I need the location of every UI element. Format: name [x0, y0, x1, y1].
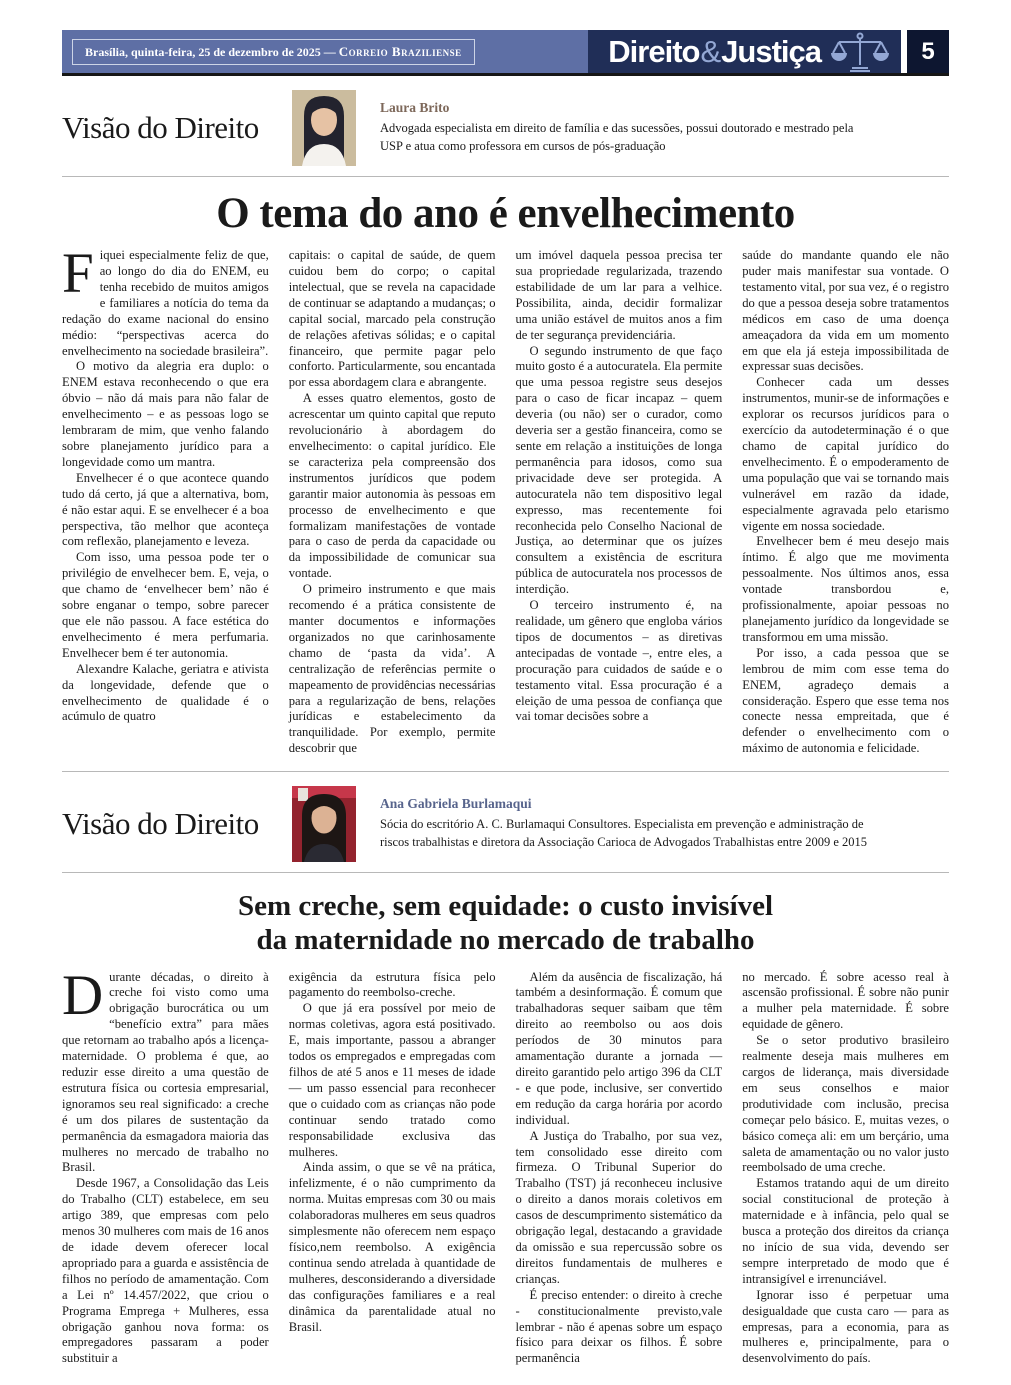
article1-column-4 [742, 248, 949, 757]
paragraph: A Justiça do Trabalho, por sua vez, tem consolidado esse direito com firmeza. O Tribunal Superior do Trabalho (TST) já reconheceu inclusive o direito a danos morais coletivos em casos de descumprimento sistemático da obrigação legal, destacando a gravidade da omissão e sua repercussão sobre os direitos fundamentais de mulheres e crianças. [515, 1128, 723, 1286]
article2-author-block [380, 796, 870, 852]
article2-kicker: Visão do Direito [62, 806, 259, 842]
paragraph: um imóvel daquela pessoa precisa ter sua propriedade regularizada, trazendo estabilidade de um lar para a velhice. Possibilita, ainda, decidir formalizar uma união estável de muitos anos a fim de ter segurança previdenciária. [515, 248, 723, 342]
article2-column-1 [62, 963, 269, 1368]
article2-column-3 [516, 970, 723, 1368]
paragraph: O motivo da alegria era duplo: o ENEM estava reconhecendo o que era óbvio – não dá mais para não falar de envelhecimento – e as pessoas logo se lembraram de mim, que venho falando sobre planejamento jurídico para a longevidade como um mantra. [62, 359, 269, 469]
paragraph: Alexandre Kalache, geriatra e ativista da longevidade, defende que o envelhecimento de qualidade é o acúmulo de quatro [62, 661, 269, 724]
article1-kicker: Visão do Direito [62, 110, 259, 145]
paragraph: A esses quatro elementos, gosto de acrescentar um quinto capital que reputo revolucionário à abordagem do envelhecimento: o capital jurídico. Ele se caracteriza pela compreensão dos instrumentos jurídicos que podem garantir maior autonomia às pessoas em processo de envelhecimento e que formalizam manifestações de vontade para o caso de perda da capacidade ou da impossibilidade de comunicar sua vontade. [288, 391, 496, 581]
paragraph: Conhecer cada um desses instrumentos, munir-se de informações e explorar os recursos jurídicos para o exercício da autodeterminação é o que chamo de capital jurídico do envelhecimento. É o empoderamento de uma população que vai se tornando mais vulnerável em razão da idade, especialmente agravada pelo etarismo vigente em nossa sociedade. [742, 375, 949, 533]
author-photo-ana-gabriela-burlamaqui [292, 786, 356, 862]
paragraph: O primeiro instrumento e que mais recomendo é a prática consistente de manter documentos e informações organizados no que carinhosamente chamo de ‘pasta da vida’. A centralização de referências permite o mapeamento de providências necessárias para a regularização de bens, relações jurídicas e estabelecimento da tranquilidade. Por exemplo, permite descobrir que [288, 582, 496, 756]
page-number: 5 [907, 30, 949, 73]
article1-column-2 [289, 248, 496, 757]
article-divider [62, 771, 949, 772]
paragraph: O terceiro instrumento é, na realidade, um gênero que engloba vários tipos de documentos – as diretivas antecipadas de vontade –, entre eles, a procuração para cuidados de saúde e o testamento vital. Essa procuração é a eleição de uma pessoa de confiança que vai tomar decisões sobre a [515, 598, 723, 724]
article1-body [62, 242, 949, 757]
article2-headline-line1: Sem creche, sem equidade: o custo invisível [237, 890, 774, 923]
paragraph: Estamos tratando aqui de um direito social constitucional de proteção à maternidade e à infância, pelo qual se busca a proteção dos direitos da criança no início de sua vida, devendo ser sempre interpretado de modo que é intransigível e irrenunciável. [742, 1176, 949, 1286]
paragraph: capitais: o capital de saúde, de quem cuidou bem do corpo; o capital intelectual, que se revela na capacidade de continuar se adaptando a mudanças; o capital social, marcado pela construção de relações afetivas sólidas; e o capital financeiro, que permite pagar pelo conforto. Particularmente, sou encantada por essa abordagem clara e abrangente. [288, 248, 496, 390]
article2-byline [62, 786, 949, 873]
paragraph: Ainda assim, o que se vê na prática, infelizmente, é o não cumprimento da norma. Muitas empresas com 30 ou mais colaboradoras mulheres em seus quadros simplesmente não oferecem nem espaço físico,nem reembolso. A exigência continua sendo atrelada à quantidade de mulheres, desconsiderando a diversidade das configurações familiares e a real dinâmica da parentalidade atual no Brasil. [288, 1160, 496, 1334]
article2-author-name: Ana Gabriela Burlamaqui [380, 796, 532, 812]
article1-byline [62, 90, 949, 177]
paragraph: Envelhecer bem é meu desejo mais íntimo. É algo que me movimenta pessoalmente. Nos últimos anos, essa vontade transbordou e, profissionalmente, apoiar pessoas no planejamento jurídico da longevidade se transformou em uma missão. [742, 534, 949, 644]
article2-column-4 [742, 970, 949, 1368]
article1-column-3 [516, 248, 723, 757]
section-title-word1: Direito [608, 34, 700, 69]
dateline [72, 39, 475, 65]
paragraph: Desde 1967, a Consolidação das Leis do Trabalho (CLT) estabelece, em seu artigo 389, que empresas com pelo menos 30 mulheres com mais de 16 anos de idade devem oferecer local apropriado para a guarda e assistência de filhos no período de amamentação. Com a Lei nº 14.457/2022, que criou o Programa Emprega + Mulheres, essa obrigação ganhou nova forma: os empregadores passaram a poder substituir a [62, 1176, 269, 1366]
masthead-section-bar [588, 30, 901, 73]
section-title [608, 36, 821, 67]
paragraph: Se o setor produtivo brasileiro realmente deseja mais mulheres em cargos de liderança, mais diversidade em seus conselhos e maior produtividade com inclusão, precisa começar pelo básico. E, muitas vezes, o básico começa ali: em um berçário, uma saleta de amamentação ou no valor justo reembolsado de uma creche. [742, 1033, 949, 1175]
article1-author-block [380, 100, 870, 156]
article2-column-2 [289, 970, 496, 1368]
paragraph: no mercado. É sobre acesso real à ascensão profissional. É sobre não punir a mulher pela maternidade. É sobre equidade de gênero. [742, 969, 949, 1032]
paragraph: Com isso, uma pessoa pode ter o privilégio de envelhecer bem. E, veja, o que chamo de ‘envelhecer bem’ não é sobre enganar o tempo, sobre parecer que ele não passou. A face estética do envelhecimento é mera perfumaria. Envelhecer bem é ter autonomia. [62, 550, 269, 660]
scales-of-justice-icon [831, 32, 889, 72]
article1-author-name: Laura Brito [380, 100, 450, 116]
paper-name: Correio Braziliense [338, 43, 462, 59]
paragraph: Envelhecer é o que acontece quando tudo dá certo, já que a alternativa, bom, é não estar aqui. E se envelhecer é a boa perspectiva, tão melhor que aconteça com reflexão, planejamento e leveza. [62, 470, 269, 549]
section-title-word2: Justiça [721, 34, 821, 69]
article2-headline [62, 889, 949, 957]
paragraph: É preciso entender: o direito à creche - constitucionalmente previsto,vale lembrar - não é apenas sobre um espaço físico para deixar os filhos. É sobre permanência [515, 1287, 723, 1366]
paragraph: Fiquei especialmente feliz de que, ao longo do dia do ENEM, eu tenha recebido de muitos amigos e familiares a notícia do tema da redação do exame nacional do ensino médio: “perspectivas acerca do envelhecimento na sociedade brasileira”. [62, 242, 269, 358]
article2-author-bio: Sócia do escritório A. C. Burlamaqui Consultores. Especialista em prevenção e administração de riscos trabalhistas e diretora da Associação Carioca de Advogados Trabalhistas entre 2009 e 2015 [380, 817, 868, 850]
article1-column-1 [62, 242, 269, 757]
article1-author-bio: Advogada especialista em direito de família e das sucessões, possui doutorado e mestrado pela USP e atua como professora em cursos de pós-graduação [380, 121, 854, 153]
dateline-text: Brasília, quinta-feira, 25 de dezembro de 2025 — [85, 44, 339, 59]
article2-headline-line2: da maternidade no mercado de trabalho [256, 924, 755, 957]
article2-body [62, 963, 949, 1368]
paragraph: O que já era possível por meio de normas coletivas, agora está positivado. E, mais importante, passou a abranger todos os empregados e empregadas com filhos de até 5 anos e 11 meses de idade — um passo essencial para reconhecer que o cuidado com as crianças não pode continuar sendo tratado como responsabilidade exclusiva das mulheres. [288, 1001, 496, 1159]
paragraph: O segundo instrumento de que faço muito gosto é a autocuratela. Ela permite que uma pessoa registre seus desejos para o caso de ficar incapaz – quem deveria (ou não) ser o curador, como deveria ser a gestão financeira, como se sente em relação a instituições de longa permanência para idosos, como sua privacidade deve ser protegida. A autocuratela não tem dispositivo legal expresso, mas recentemente foi reconhecida pelo Conselho Nacional de Justiça, ao determinar que os juízes consultem a existência de escritura pública de autocuratela nos processos de interdição. [515, 343, 723, 597]
author-photo-laura-brito [292, 90, 356, 166]
paragraph: Ignorar isso é perpetuar uma desigualdade que custa caro — para as empresas, para a economia, para as mulheres e, principalmente, para o desenvolvimento do país. [742, 1287, 949, 1366]
article1-headline: O tema do ano é envelhecimento [216, 190, 795, 237]
paragraph: Por isso, a cada pessoa que se lembrou de mim com esse tema do ENEM, agradeço demais a consideração. Espero que esse tema nos conecte nessa empreitada, que é defender o envelhecimento com o máximo de autonomia e felicidade. [742, 645, 949, 756]
paragraph: saúde do mandante quando ele não puder mais manifestar sua vontade. O testamento vital, por sua vez, é o registro do que a pessoa deseja sobre tratamentos médicos em caso de uma doença ameaçadora da vida em um momento em que ela já esteja impossibilitada de expressar suas decisões. [742, 248, 949, 374]
paragraph: Durante décadas, o direito à creche foi visto como uma obrigação burocrática ou um “benefício extra” para mães que retornam ao trabalho após a licença-maternidade. O problema é que, ao reduzir esse direito a uma questão de estrutura física ou cortesia empresarial, ignoramos seu real significado: a creche é um dos pilares de sustentação da permanência da esmagadora maioria das mulheres no mercado de trabalho no Brasil. [62, 963, 269, 1175]
masthead [62, 30, 949, 76]
section-title-ampersand: & [700, 34, 721, 69]
masthead-dateline-bar [62, 30, 588, 73]
paragraph: exigência da estrutura física pelo pagamento do reembolso-creche. [288, 969, 496, 1000]
paragraph: Além da ausência de fiscalização, há também a desinformação. É comum que trabalhadoras sequer saibam que têm direito ao reembolso ou aos dois períodos de 30 minutos para amamentação durante a jornada — direito garantido pelo artigo 396 da CLT - e que pode, inclusive, ser convertido em redução da carga horária por acordo individual. [515, 969, 723, 1127]
